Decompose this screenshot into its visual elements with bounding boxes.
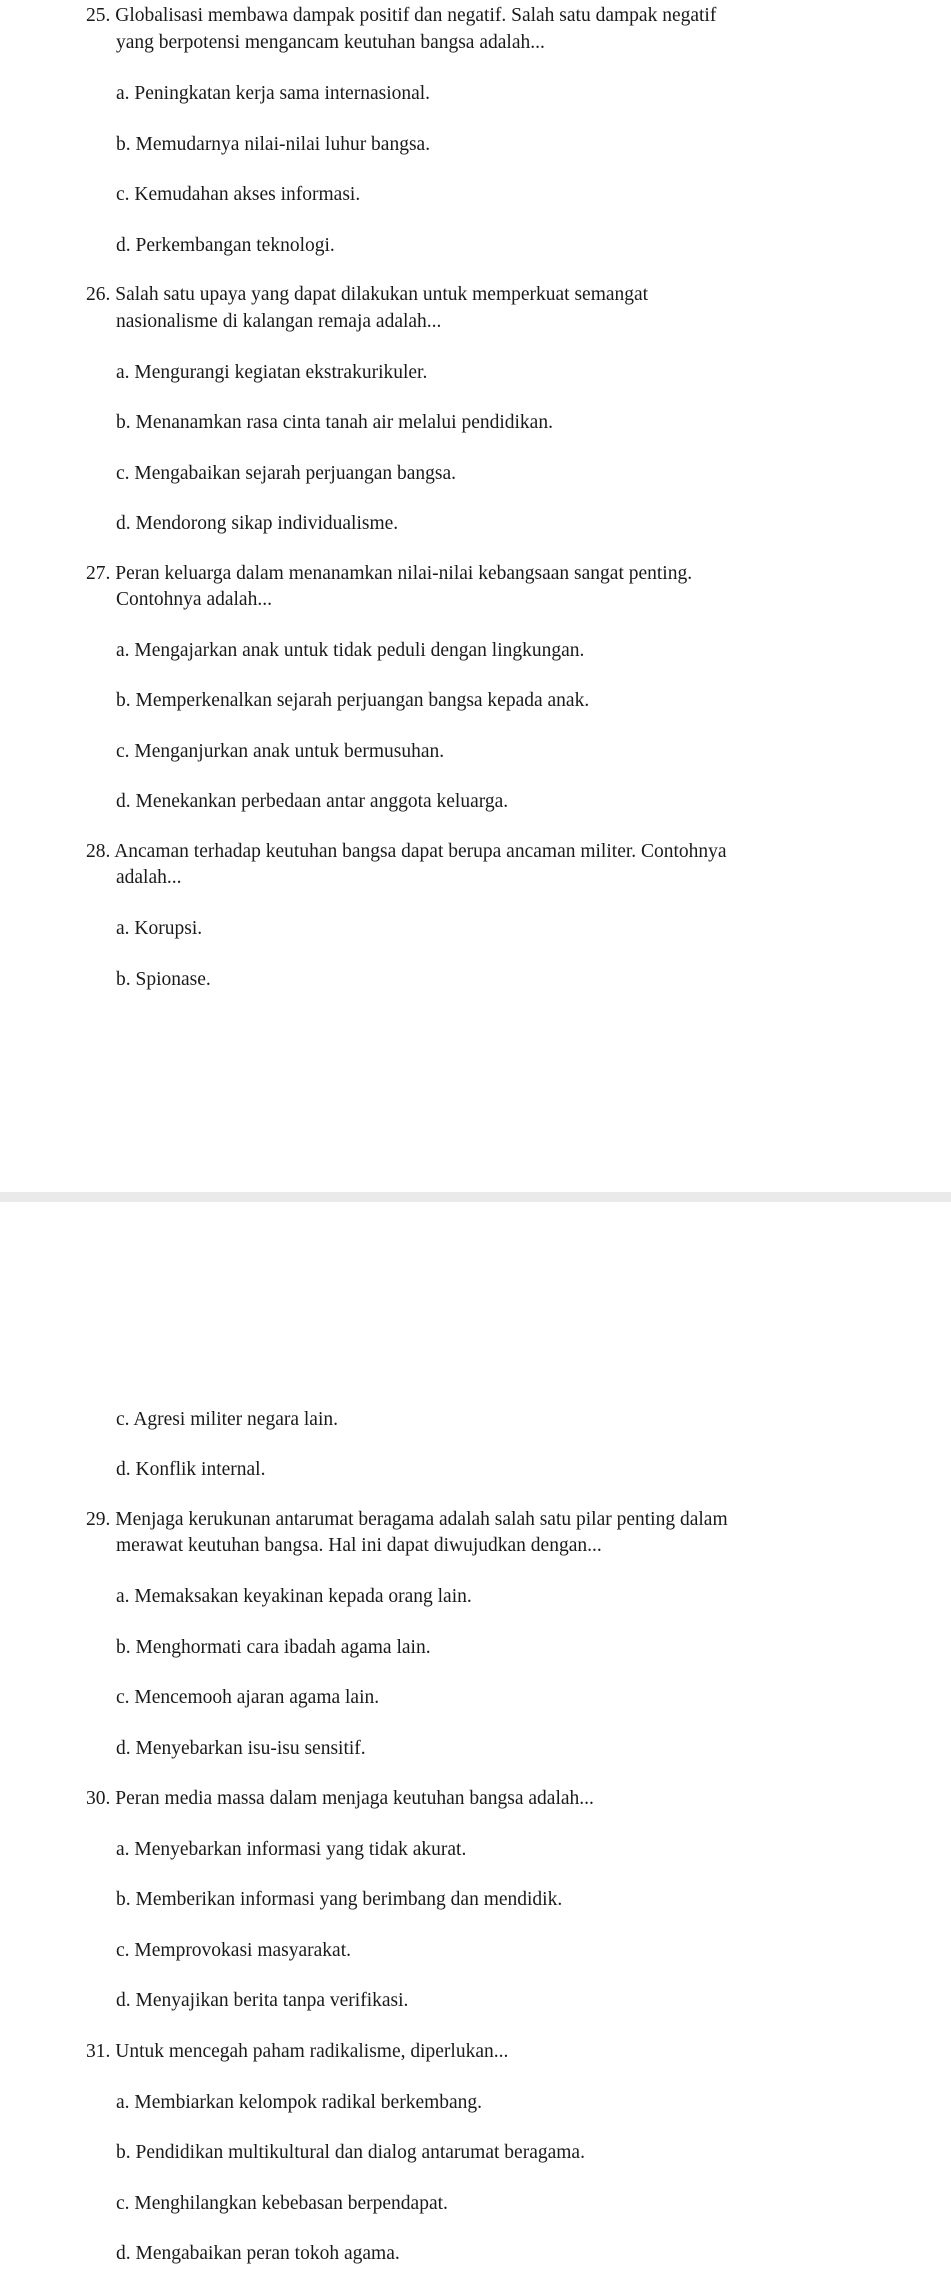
question-25-text-cont: yang berpotensi mengancam keutuhan bangsa adalah...: [116, 32, 545, 53]
question-27-option-b: b. Memperkenalkan sejarah perjuangan bangsa kepada anak.: [116, 690, 590, 711]
question-25-option-d: d. Perkembangan teknologi.: [116, 235, 335, 256]
question-28-option-a: a. Korupsi.: [116, 918, 203, 939]
question-30-option-c: c. Memprovokasi masyarakat.: [116, 1940, 352, 1961]
question-28-option-d: d. Konflik internal.: [116, 1459, 266, 1480]
question-26-option-c: c. Mengabaikan sejarah perjuangan bangsa.: [116, 463, 457, 484]
question-29-option-b: b. Menghormati cara ibadah agama lain.: [116, 1637, 431, 1658]
question-28-text: 28. Ancaman terhadap keutuhan bangsa dapat berupa ancaman militer. Contohnya: [86, 841, 727, 862]
question-27-number: 27.: [86, 563, 111, 584]
question-25-text: 25. Globalisasi membawa dampak positif dan negatif. Salah satu dampak negatif: [86, 5, 717, 26]
question-28-text-cont: adalah...: [116, 867, 182, 888]
question-30-text: 30. Peran media massa dalam menjaga keutuhan bangsa adalah...: [86, 1788, 594, 1809]
question-29-option-c: c. Mencemooh ajaran agama lain.: [116, 1687, 380, 1708]
question-26-text-cont: nasionalisme di kalangan remaja adalah...: [116, 311, 442, 332]
question-31-option-c: c. Menghilangkan kebebasan berpendapat.: [116, 2193, 448, 2214]
question-30-option-a: a. Menyebarkan informasi yang tidak akurat.: [116, 1839, 467, 1860]
question-27-text-cont: Contohnya adalah...: [116, 589, 272, 610]
question-26-option-b: b. Menanamkan rasa cinta tanah air melalui pendidikan.: [116, 412, 553, 433]
question-28-option-c: c. Agresi militer negara lain.: [116, 1409, 339, 1430]
question-29-text-cont: merawat keutuhan bangsa. Hal ini dapat diwujudkan dengan...: [116, 1535, 602, 1556]
question-28-number: 28.: [86, 841, 111, 862]
question-25-option-b: b. Memudarnya nilai-nilai luhur bangsa.: [116, 134, 431, 155]
question-30-option-d: d. Menyajikan berita tanpa verifikasi.: [116, 1990, 409, 2011]
question-28-option-b: b. Spionase.: [116, 969, 211, 990]
question-27-option-d: d. Menekankan perbedaan antar anggota keluarga.: [116, 791, 509, 812]
question-30-number: 30.: [86, 1788, 111, 1809]
question-25-option-c: c. Kemudahan akses informasi.: [116, 184, 361, 205]
question-29-number: 29.: [86, 1509, 111, 1530]
question-29-option-a: a. Memaksakan keyakinan kepada orang lain.: [116, 1586, 472, 1607]
page-separator: [0, 1192, 951, 1202]
question-29-text: 29. Menjaga kerukunan antarumat beragama adalah salah satu pilar penting dalam: [86, 1509, 728, 1530]
question-31-option-a: a. Membiarkan kelompok radikal berkembang.: [116, 2092, 483, 2113]
question-26-option-a: a. Mengurangi kegiatan ekstrakurikuler.: [116, 362, 428, 383]
question-31-option-d: d. Mengabaikan peran tokoh agama.: [116, 2243, 400, 2264]
question-25-number: 25.: [86, 5, 111, 26]
document-page-bottom: [0, 1202, 951, 2277]
question-31-number: 31.: [86, 2041, 111, 2062]
question-31-option-b: b. Pendidikan multikultural dan dialog antarumat beragama.: [116, 2142, 585, 2163]
question-30-option-b: b. Memberikan informasi yang berimbang dan mendidik.: [116, 1889, 563, 1910]
question-26-option-d: d. Mendorong sikap individualisme.: [116, 513, 399, 534]
question-25-option-a: a. Peningkatan kerja sama internasional.: [116, 83, 431, 104]
question-29-option-d: d. Menyebarkan isu-isu sensitif.: [116, 1738, 366, 1759]
question-27-option-a: a. Mengajarkan anak untuk tidak peduli dengan lingkungan.: [116, 640, 585, 661]
question-27-option-c: c. Menganjurkan anak untuk bermusuhan.: [116, 741, 445, 762]
question-31-text: 31. Untuk mencegah paham radikalisme, diperlukan...: [86, 2041, 509, 2062]
question-27-text: 27. Peran keluarga dalam menanamkan nilai-nilai kebangsaan sangat penting.: [86, 563, 693, 584]
question-26-number: 26.: [86, 284, 111, 305]
question-26-text: 26. Salah satu upaya yang dapat dilakukan untuk memperkuat semangat: [86, 284, 649, 305]
